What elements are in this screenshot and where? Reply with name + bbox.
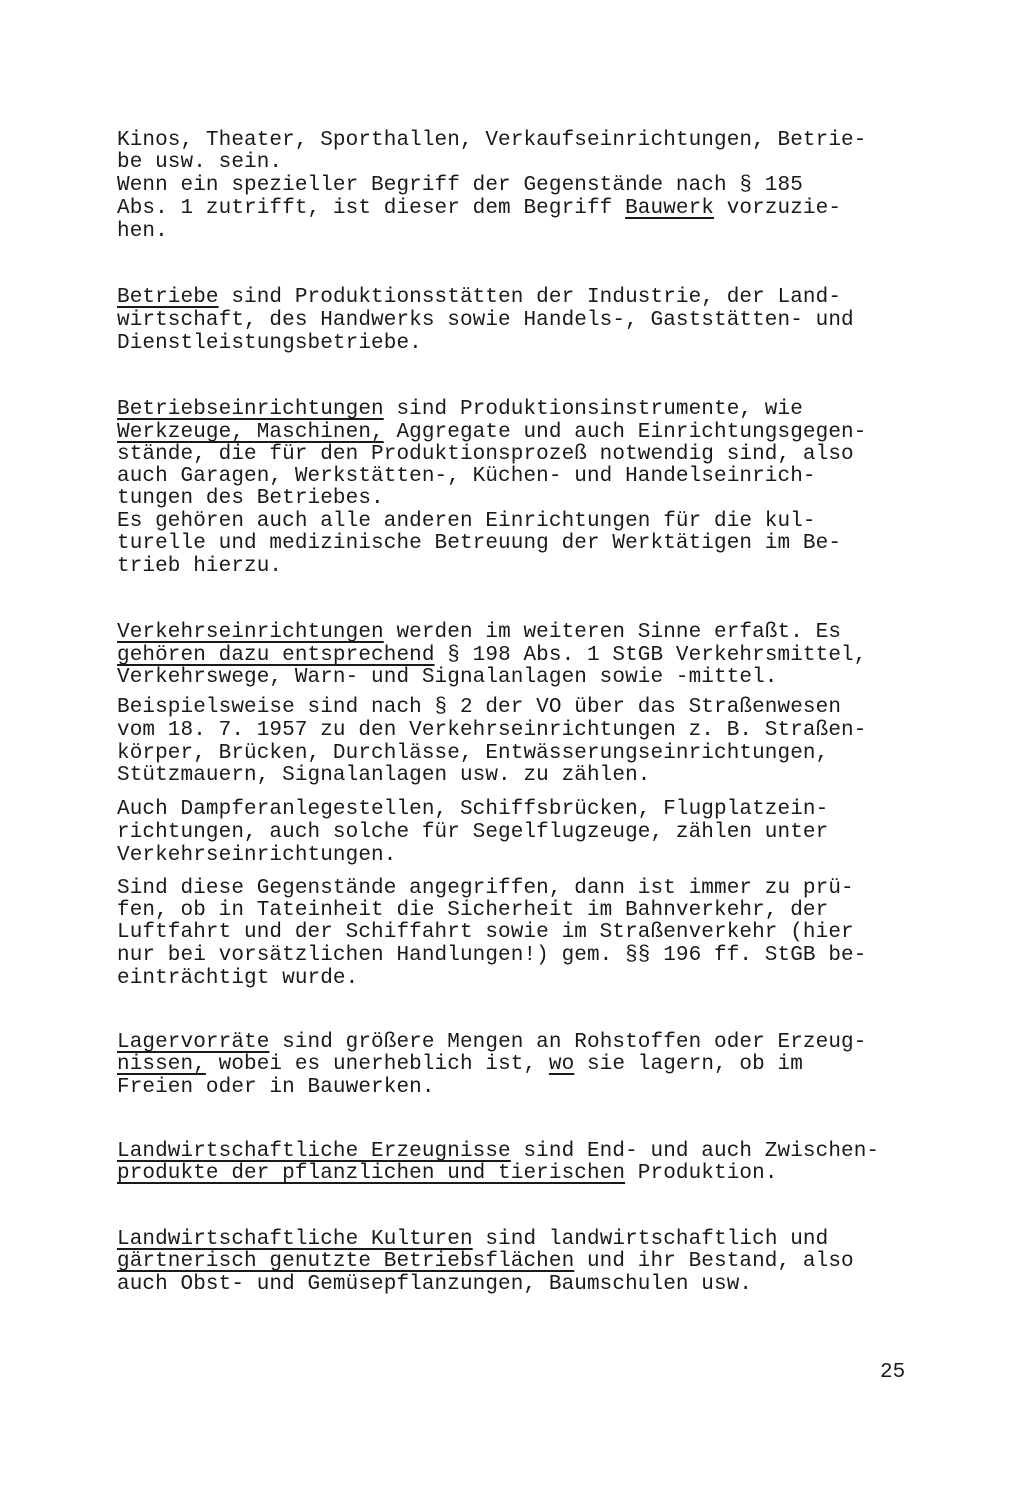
text-line: Dienstleistungsbetriebe. [117,332,422,355]
text-segment: sind größere Mengen an Rohstoffen oder Erzeug- [269,1031,867,1054]
text-line: körper, Brücken, Durchlässe, Entwässerungseinrichtungen, [117,742,829,765]
text-line: Freien oder in Bauwerken. [117,1076,435,1099]
text-line: Kinos, Theater, Sporthallen, Verkaufseinrichtungen, Betrie- [117,129,867,152]
text-line: Luftfahrt und der Schiffahrt sowie im Straßenverkehr (hier [117,921,854,944]
text-line: Auch Dampferanlegestellen, Schiffsbrücken, Flugplatzein- [117,798,829,821]
text-line: vom 18. 7. 1957 zu den Verkehrseinrichtungen z. B. Straßen- [117,719,867,742]
underlined-segment: gehören dazu entsprechend [117,644,435,667]
text-line: nur bei vorsätzlichen Handlungen!) gem. §§ 196 ff. StGB be- [117,944,867,967]
underlined-segment: produkte der pflanzlichen und tierischen [117,1162,626,1185]
text-segment: sind End- und auch Zwischen- [510,1140,880,1163]
term-lagervorraete: Lagervorräte [117,1031,270,1054]
term-betriebe: Betriebe [117,286,219,309]
text-segment: sind landwirtschaftlich und [472,1228,829,1251]
text-line: auch Garagen, Werkstätten-, Küchen- und Handelseinrich- [117,465,816,488]
text-segment: sie lagern, ob im [574,1053,803,1076]
text-line [117,196,841,222]
text-segment: wobei es unerheblich ist, [205,1053,549,1076]
text-segment: § 198 Abs. 1 StGB Verkehrsmittel, [434,644,867,667]
underlined-word-wo: wo [548,1053,575,1076]
underlined-segment: Werkzeuge, Maschinen, [117,421,384,444]
term-betriebseinrichtungen: Betriebseinrichtungen [117,398,384,421]
term-landwirtschaftliche-erzeugnisse: Landwirtschaftliche Erzeugnisse [117,1140,511,1163]
text-line: auch Obst- und Gemüsepflanzungen, Baumschulen usw. [117,1273,753,1296]
text-line: be usw. sein. [117,151,283,174]
text-segment: Abs. 1 zutrifft, ist dieser dem Begriff [117,197,626,220]
text-line: fen, ob in Tateinheit die Sicherheit im Bahnverkehr, der [117,899,829,922]
text-line: stände, die für den Produktionsprozeß notwendig sind, also [117,443,854,466]
text-line: trieb hierzu. [117,555,283,578]
page-number: 25 [880,1361,906,1384]
text-line: turelle und medizinische Betreuung der Werktätigen im Be- [117,532,842,555]
text-line: Sind diese Gegenstände angegriffen, dann ist immer zu prü- [117,877,854,900]
underlined-segment: nissen, [117,1053,206,1076]
text-segment: Produktion. [625,1162,778,1185]
text-line: Verkehrseinrichtungen. [117,844,397,867]
text-line: Wenn ein spezieller Begriff der Gegenstände nach § 185 [117,174,803,197]
term-verkehrseinrichtungen: Verkehrseinrichtungen [117,621,384,644]
underlined-segment: gärtnerisch genutzte Betriebsflächen [117,1250,575,1273]
text-segment: vorzuzie- [714,197,842,220]
text-segment: und ihr Bestand, also [574,1250,854,1273]
text-line: einträchtigt wurde. [117,967,359,990]
text-line: richtungen, auch solche für Segelflugzeuge, zählen unter [117,821,829,844]
text-line: hen. [117,220,168,243]
text-line: Es gehören auch alle anderen Einrichtungen für die kul- [117,510,816,533]
text-line: Verkehrswege, Warn- und Signalanlagen sowie -mittel. [117,666,778,689]
text-segment: Aggregate und auch Einrichtungsgegen- [383,421,867,444]
text-line: tungen des Betriebes. [117,487,384,510]
term-landwirtschaftliche-kulturen: Landwirtschaftliche Kulturen [117,1228,473,1251]
text-segment: werden im weiteren Sinne erfaßt. Es [383,621,842,644]
text-line: wirtschaft, des Handwerks sowie Handels-, Gaststätten- und [117,309,854,332]
text-segment: sind Produktionsinstrumente, wie [383,398,803,421]
term-bauwerk: Bauwerk [625,197,715,220]
text-line: Stützmauern, Signalanlagen usw. zu zählen. [117,764,651,787]
text-line [117,1161,778,1187]
text-line: Beispielsweise sind nach § 2 der VO über das Straßenwesen [117,696,842,719]
text-segment: sind Produktionsstätten der Industrie, der Land- [218,286,842,309]
